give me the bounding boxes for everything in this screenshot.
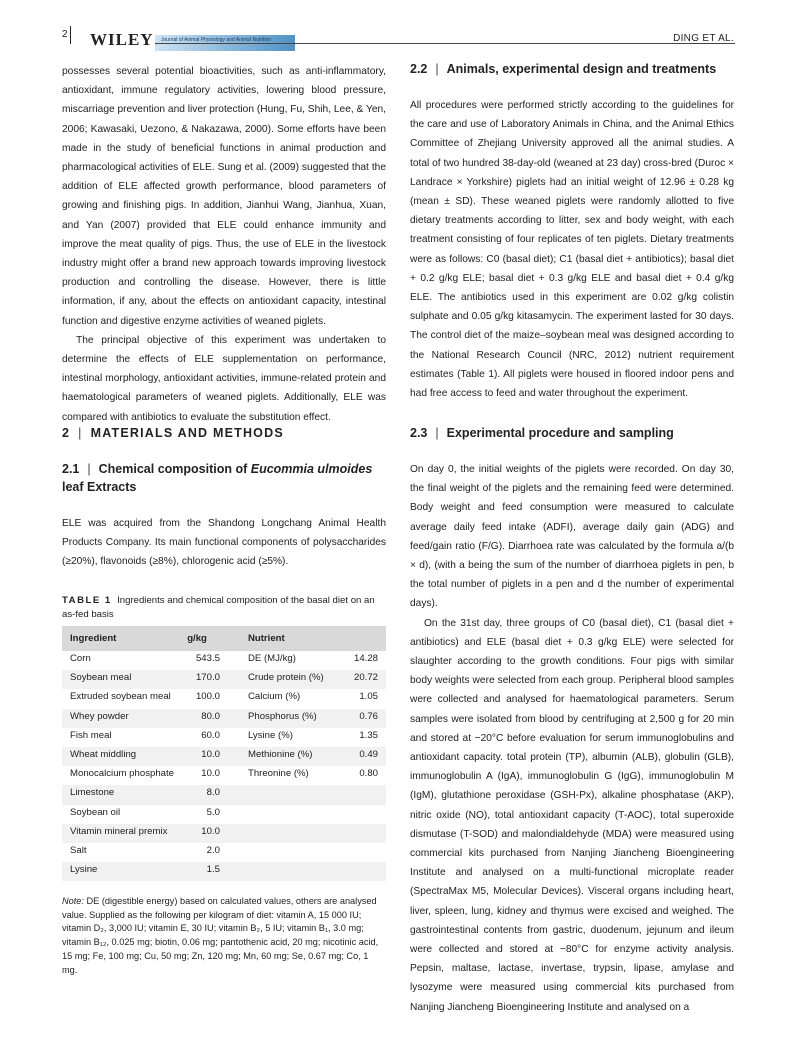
table-cell: Crude protein (%) bbox=[247, 672, 324, 684]
table-cell: 2.0 bbox=[206, 844, 220, 856]
table-cell bbox=[346, 824, 386, 843]
table-cell: 8.0 bbox=[206, 787, 220, 799]
section-separator: | bbox=[78, 426, 83, 440]
table-cell: Monocalcium phosphate bbox=[70, 768, 174, 780]
table-row bbox=[62, 766, 386, 785]
table-cell bbox=[346, 843, 386, 862]
table-cell: 60.0 bbox=[201, 729, 220, 741]
table-cell: Vitamin mineral premix bbox=[70, 825, 168, 837]
header-rule bbox=[155, 43, 735, 44]
table-cell bbox=[240, 843, 346, 862]
paragraph: possesses several potential bioactivities, such as anti-inflammatory, antioxidant, immune regulatory activities, lowering blood pressure, miscarriage prevention and liver protection (Hung, Fu, Shih, Lee, & Yen, 2006; Kawasaki, Uezono, & Nakazawa, 2000). Some efforts have been made in the study of beneficial functions in animal production and pharmacological activities of ELE. Sung et al. (2009) suggested that the addition of ELE affected growth performance, blood parameters of growing and finishing pigs. In addition, Jianhui Wang, Jianhua, Xuan, and Yan (2007) provided that ELE could enhance immunity and improve the meat quality of pigs. Thus, the use of ELE in the livestock industry might offer a brand new approach towards improving livestock production and controlling the disease. However, there is little information, if any, about the effects on antioxidant capacity, intestinal function and digestive enzyme activities of weaned piglets. bbox=[62, 66, 386, 327]
table-cell: Salt bbox=[70, 844, 87, 856]
section-title-continued: leaf Extracts bbox=[62, 480, 137, 494]
table-row bbox=[62, 689, 386, 708]
table-cell: Soybean meal bbox=[70, 672, 132, 684]
table-cell: 170.0 bbox=[195, 672, 220, 684]
table-cell: Lysine (%) bbox=[247, 729, 293, 741]
table-note bbox=[62, 895, 384, 977]
section-number: 2.1 bbox=[62, 462, 80, 476]
table-cell: 100.0 bbox=[195, 691, 220, 703]
table-row bbox=[62, 805, 386, 824]
section-title: Experimental procedure and sampling bbox=[446, 426, 674, 440]
table-cell bbox=[346, 805, 386, 824]
table-note-text: DE (digestible energy) based on calculated values, others are analysed value. Supplied as the following per kilogram of diet: vitamin A, 15 000 IU; vitamin D₂, 3,000 IU; vitamin E, 30 IU; vitamin B₂, 5 IU; vitamin B₁, 3.0 mg; vitamin B₁₂, 0.025 mg; biotin, 0.06 mg; pantothenic acid, 20 mg; nicotinic acid, 15 mg; Fe, 100 mg; Cu, 50 mg; Zn, 120 mg; Mn, 60 mg; Se, 0.67 mg; Co, 1 mg. bbox=[62, 896, 379, 975]
table-row bbox=[62, 824, 386, 843]
table-cell: 1.05 bbox=[359, 691, 378, 703]
page-number: 2 bbox=[62, 29, 68, 40]
table-cell: Corn bbox=[70, 653, 91, 664]
table-cell bbox=[346, 785, 386, 804]
table-row bbox=[62, 709, 386, 728]
table-cell: 80.0 bbox=[201, 710, 220, 722]
table-cell: 10.0 bbox=[201, 825, 220, 837]
table-header-cell bbox=[346, 626, 386, 651]
table-cell: Phosphorus (%) bbox=[247, 710, 317, 722]
table-row bbox=[62, 651, 386, 670]
section-title: Chemical composition of bbox=[98, 462, 251, 476]
section-number: 2.2 bbox=[410, 62, 428, 76]
table-row bbox=[62, 862, 386, 881]
table-cell: Threonine (%) bbox=[247, 768, 309, 780]
table-label: TABLE 1 bbox=[62, 595, 112, 606]
table-cell: 1.5 bbox=[206, 864, 220, 876]
paragraph: The principal objective of this experiment was undertaken to determine the effects of ELE supplementation on performance, intestinal morphology, antioxidant activities, immune-related protein and haematological parameters of weaned piglets. Additionally, ELE was compared with antibiotics to evaluate the substitution effect. bbox=[62, 334, 386, 423]
table-cell: Lysine bbox=[70, 864, 98, 876]
section-separator: | bbox=[435, 426, 439, 440]
table-cell: 0.80 bbox=[359, 768, 378, 780]
table-cell: 0.49 bbox=[359, 748, 378, 760]
section-heading-2 bbox=[62, 426, 284, 440]
table-cell: Calcium (%) bbox=[247, 691, 301, 703]
table-cell: 5.0 bbox=[206, 806, 220, 818]
table-cell bbox=[240, 862, 346, 881]
table-row bbox=[62, 747, 386, 766]
table-header-row bbox=[62, 626, 386, 651]
table-ingredients bbox=[62, 626, 386, 881]
table-cell: DE (MJ/kg) bbox=[247, 653, 296, 664]
table-cell: Limestone bbox=[70, 787, 115, 799]
table-cell bbox=[346, 862, 386, 881]
left-column-intro bbox=[62, 62, 386, 427]
paragraph: All procedures were performed strictly according to the guidelines for the care and use of Laboratory Animals in China, and the Animal Ethics Committee of Zhejiang University approved all the animal studies. A total of two hundred 38-day-old (weaned at 23 day) cross-bred (Duroc × Landrace × Yorkshire) piglets had an initial weight of 12.96 ± 0.28 kg (mean ± SD). These weaned piglets were randomly allotted to five dietary treatments according to litter, sex and body weight, with each treatment consisting of four replicates of ten piglets. Dietary treatments were as follows: C0 (basal diet); C1 (basal diet + antibiotics); basal diet + 0.2 g/kg ELE; basal diet + 0.3 g/kg ELE and basal diet + 0.4 g/kg ELE. The antibiotics used in this experiment are 0.02 g/kg colistin sulphate and 0.05 g/kg kitasamycin. The experiment lasted for 30 days. The control diet of the maize–soybean meal was designed according to the National Research Council (NRC, 2012) nutrient requirement estimates (Table 1). All piglets were housed in floored indoor pens and had free access to feed and water throughout the experiment. bbox=[410, 100, 734, 400]
table-header-cell: g/kg bbox=[187, 633, 207, 644]
table-header-cell: Nutrient bbox=[247, 633, 285, 644]
section-heading-2-2 bbox=[410, 62, 716, 76]
section-heading-2-1 bbox=[62, 460, 386, 496]
table-caption-text: Ingredients and chemical composition of the basal diet on an as-fed basis bbox=[62, 595, 375, 620]
table-cell: 1.35 bbox=[359, 729, 378, 741]
section-title: Animals, experimental design and treatments bbox=[446, 62, 717, 76]
table-row bbox=[62, 670, 386, 689]
table-cell: 14.28 bbox=[353, 653, 378, 664]
table-cell: Fish meal bbox=[70, 729, 112, 741]
journal-name: Journal of Animal Physiology and Animal Nutrition bbox=[161, 37, 272, 43]
table-cell: Extruded soybean meal bbox=[70, 691, 171, 703]
right-column-animals bbox=[410, 96, 734, 403]
section-title: MATERIALS AND METHODS bbox=[90, 426, 284, 440]
section-heading-2-3 bbox=[410, 426, 674, 440]
table-header-cell: Ingredient bbox=[70, 633, 117, 644]
table-cell bbox=[240, 824, 346, 843]
table-row bbox=[62, 843, 386, 862]
table-cell: 543.5 bbox=[195, 653, 220, 664]
table-cell: Whey powder bbox=[70, 710, 129, 722]
table-cell: Methionine (%) bbox=[247, 748, 313, 760]
table-cell: Wheat middling bbox=[70, 748, 137, 760]
table-row bbox=[62, 728, 386, 747]
table-cell: 10.0 bbox=[201, 748, 220, 760]
running-author: DING ET AL. bbox=[673, 33, 734, 44]
section-title-species: Eucommia ulmoides bbox=[250, 462, 373, 476]
table-cell: Soybean oil bbox=[70, 806, 121, 818]
left-column-ele bbox=[62, 514, 386, 572]
table-cell: 0.76 bbox=[359, 710, 378, 722]
section-number: 2 bbox=[62, 426, 71, 440]
table-cell bbox=[240, 805, 346, 824]
section-number: 2.3 bbox=[410, 426, 428, 440]
paragraph: On day 0, the initial weights of the piglets were recorded. On day 30, the final weight of the piglets and the remaining feed were determined. Body weight and feed consumption were measured to calculate average daily feed intake (ADFI), average daily gain (ADG) and feed/gain ratio (F/G). Diarrhoea rate was calculated by the formula a/(b × d), (with a being the sum of the number of diarrhoea piglets in pen, b the total number of piglets in a pen and d the number of experimental days). bbox=[410, 464, 734, 610]
table-cell bbox=[240, 785, 346, 804]
table-row bbox=[62, 785, 386, 804]
paragraph: ELE was acquired from the Shandong Longchang Animal Health Products Company. Its main functional components of polysaccharides (≥20%), flavonoids (≥8%), chlorogenic acid (≥5%). bbox=[62, 518, 386, 568]
section-separator: | bbox=[435, 62, 439, 76]
publisher-logo: WILEY bbox=[90, 30, 154, 49]
right-column-procedure bbox=[410, 460, 734, 1017]
paragraph: On the 31st day, three groups of C0 (basal diet), C1 (basal diet + antibiotics) and ELE (basal diet + 0.3 g/kg ELE) were selected for slaughter according to the growth conditions. Four pigs with similar body weights were selected from each group. Peripheral blood samples were collected and analysed for haematological parameters. Serum samples were isolated from blood by centrifuging at 2,500 g for 20 min and stored at −20°C before evaluation for serum immunoglobulins and antioxidant capacity. total protein (TP), albumin (ALB), globulin (GLB), immunoglobulin A (IgA), immunoglobulin G (IgG), immunoglobulin M (IgM), glutathione peroxidase (GSH-Px), alkaline phosphatase (AKP), nitric oxide (NO), total antioxidant capacity (T-AOC), total superoxide dismutase (T-SOD) and malondialdehyde (MDA) were measured using commercial kits purchased from Nanjing Jiancheng Bioengineering Institute and analysed on a multi-functional microplate reader (SpectraMax M5, Molecular Devices). Visceral organs including heart, liver, spleen, lung, kidney and thymus were excised and weighed. The gastrointestinal contents from gastric, duodenum, jejunum and ileum were collected and stored at −80°C for enzyme activity analysis. Pepsin, maltase, lactase, invertase, trypsin, lipase, amylase and lysozyme were measured using commercial kits purchased from Nanjing Jiancheng Bioengineering Institute and analysed on a bbox=[410, 617, 734, 1013]
table-cell: 10.0 bbox=[201, 768, 220, 780]
header-divider bbox=[70, 26, 71, 44]
table-note-label: Note: bbox=[62, 896, 84, 906]
section-separator: | bbox=[87, 462, 91, 476]
table-caption bbox=[62, 594, 386, 622]
table-cell: 20.72 bbox=[353, 672, 378, 684]
